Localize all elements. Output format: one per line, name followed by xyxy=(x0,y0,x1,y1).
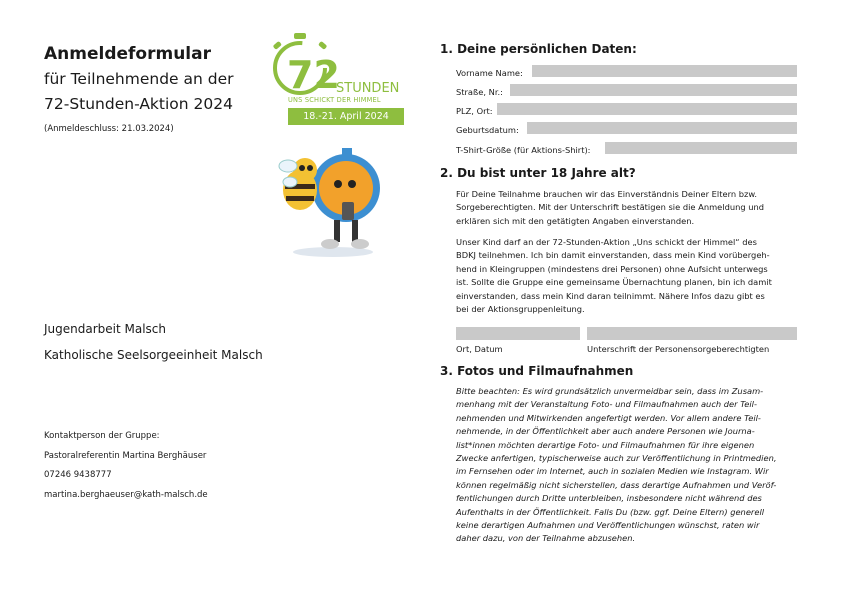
shirt-size-field[interactable] xyxy=(605,142,797,154)
mascot-bee-and-stopwatch-illustration xyxy=(278,140,388,260)
field-label-street: Straße, Nr.: xyxy=(456,87,503,97)
form-subtitle-line2: 72-Stunden-Aktion 2024 xyxy=(44,95,233,113)
contact-phone: 07246 9438777 xyxy=(44,470,112,480)
field-label-name: Vorname Name: xyxy=(456,68,523,78)
logo-tagline: UNS SCHICKT DER HIMMEL xyxy=(288,96,381,104)
72-stunden-logo xyxy=(270,28,410,128)
zip-city-field[interactable] xyxy=(497,103,797,115)
org-name-youth: Jugendarbeit Malsch xyxy=(44,322,167,336)
contact-person: Pastoralreferentin Martina Berghäuser xyxy=(44,451,207,461)
field-label-city: PLZ, Ort: xyxy=(456,106,493,116)
section3-heading: 3. Fotos und Filmaufnahmen xyxy=(440,364,634,378)
svg-text:72: 72 xyxy=(287,53,340,97)
deadline-note: (Anmeldeschluss: 21.03.2024) xyxy=(44,124,174,134)
form-subtitle-line1: für Teilnehmende an der xyxy=(44,70,234,88)
field-label-shirt-size: T-Shirt-Größe (für Aktions-Shirt): xyxy=(456,145,591,155)
birthdate-field[interactable] xyxy=(527,122,797,134)
form-title: Anmeldeformular xyxy=(44,44,211,64)
section1-heading: 1. Deine persönlichen Daten: xyxy=(440,42,637,56)
place-date-label: Ort, Datum xyxy=(456,344,503,354)
place-date-field[interactable] xyxy=(456,327,580,340)
photo-policy-text: Bitte beachten: Es wird grundsätzlich unvermeidbar sein, dass im Zusam- menhang mit der Veranstaltung Foto- und Filmaufnahmen auch der Teil- nehmenden und Mitwirkenden angefertigt werden. Vor allem andere Teil- nehmende, in der Öffentlichkeit aber auch andere Personen wie Journa- list*innen möchten derartige Foto- und Filmaufnahmen für ihre eigenen Zwecke anfertigen, typischerweise auch zur Veröffentlichung in Printmedien, im Fernsehen oder im Internet, auch in sozialen Medien wie Instagram. Wir können regelmäßig nicht sicherstellen, dass derartige Aufnahmen und Veröf- fentlichungen durch Dritte unterbleiben, insbesondere nicht während des Aufenthalts in der Öffentlichkeit. Falls Du (bzw. ggf. Deine Eltern) generell keine derartigen Aufnahmen und Veröffentlichungen wünschst, raten wir daher dazu, von der Teilnahme abzusehen. xyxy=(456,386,777,544)
logo-dates: 18.-21. April 2024 xyxy=(288,108,404,125)
consent-intro-text: Für Deine Teilnahme brauchen wir das Einverständnis Deiner Eltern bzw. Sorgeberechtigten. Mit der Unterschrift bestätigen sie die Anmeldung und erklären sich mit den getätigten Angaben einverstanden. xyxy=(456,189,765,226)
section2-heading: 2. Du bist unter 18 Jahre alt? xyxy=(440,166,636,180)
street-field[interactable] xyxy=(510,84,797,96)
name-field[interactable] xyxy=(532,65,797,77)
contact-email[interactable]: martina.berghaeuser@kath-malsch.de xyxy=(44,490,208,500)
consent-statement-text: Unser Kind darf an der 72-Stunden-Aktion „Uns schickt der Himmel“ des BDKJ teilnehmen. Ich bin damit einverstanden, dass mein Kind vorübergeh- hend in Kleingruppen (mindestens drei Personen) ohne Aufsicht unterwegs ist. Sollte die Gruppe eine gemeinsame Übernachtung planen, bin ich damit einverstanden, dass mein Kind daran teilnimmt. Nähere Infos dazu gibt es bei der Aktionsgruppenleitung. xyxy=(456,237,772,315)
contact-label: Kontaktperson der Gruppe: xyxy=(44,431,160,441)
guardian-signature-field[interactable] xyxy=(587,327,797,340)
org-name-parish: Katholische Seelsorgeeinheit Malsch xyxy=(44,348,263,362)
guardian-signature-label: Unterschrift der Personensorgeberechtigten xyxy=(587,344,770,354)
field-label-birthdate: Geburtsdatum: xyxy=(456,125,519,135)
svg-text:STUNDEN: STUNDEN xyxy=(336,81,400,96)
